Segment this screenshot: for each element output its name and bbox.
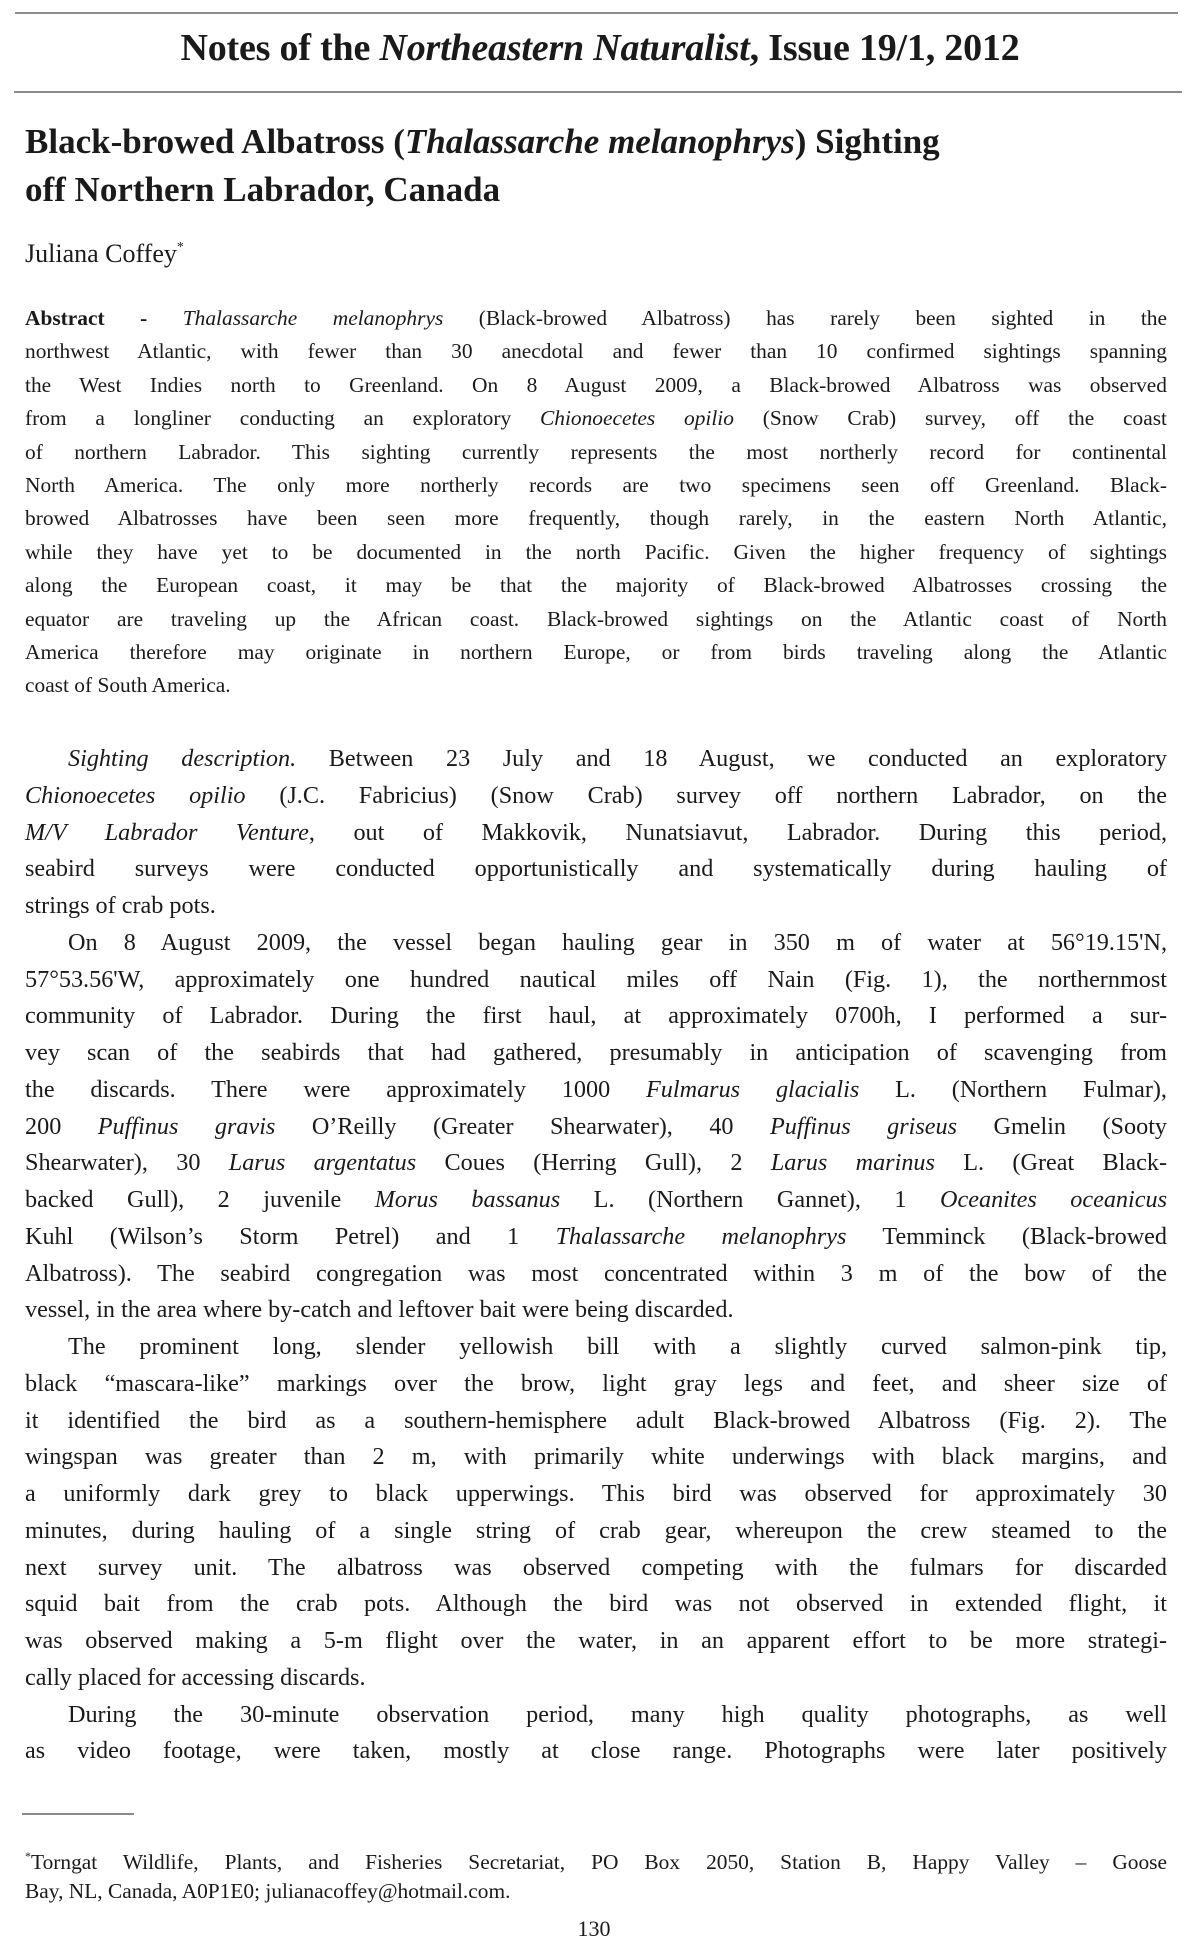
text-segment: equator are traveling up the African coast. Black-browed sightings on the Atlantic coast of North	[25, 606, 1167, 631]
abstract-line	[25, 502, 1167, 535]
text-segment: Temminck (Black-browed	[846, 1222, 1167, 1250]
text-segment: along the European coast, it may be that the majority of Black-browed Albatrosses crossing the	[25, 573, 1167, 598]
italic-text: Sighting description.	[68, 745, 297, 772]
text-segment: Kuhl (Wilson’s Storm Petrel) and 1	[25, 1222, 556, 1250]
body-paragraph	[25, 1329, 1167, 1697]
body-paragraph	[25, 1697, 1167, 1771]
article-title	[25, 118, 1175, 214]
article-body	[25, 741, 1167, 1770]
text-segment: (Black-browed Albatross) has rarely been sighted in the	[443, 306, 1167, 330]
footnote-rule	[22, 1813, 134, 1815]
body-paragraph	[25, 925, 1167, 1329]
text-segment: North America. The only more northerly records are two specimens seen off Greenland. Black-	[25, 472, 1167, 497]
body-line	[25, 1697, 1167, 1734]
italic-text: Thalassarche melanophrys	[182, 306, 444, 330]
text-segment: Gmelin (Sooty	[957, 1112, 1168, 1140]
body-line	[25, 1366, 1167, 1403]
text-segment: seabird surveys were conducted opportunistically and systematically during hauling of	[25, 855, 1167, 883]
body-line	[25, 1623, 1167, 1660]
text-segment: the discards. There were approximately 1000	[25, 1075, 647, 1103]
body-line	[25, 1219, 1167, 1256]
title-line-2: off Northern Labrador, Canada	[25, 170, 501, 209]
text-segment: 200	[25, 1112, 98, 1140]
text-segment: , out of Makkovik, Nunatsiavut, Labrador. During this period,	[308, 818, 1167, 846]
body-line	[25, 741, 1167, 778]
text-segment: the West Indies north to Greenland. On 8 August 2009, a Black-browed Albatross was observed	[25, 372, 1167, 397]
author-footnote-mark: *	[176, 240, 184, 255]
text-segment: squid bait from the crab pots. Although the bird was not observed in extended flight, it	[25, 1590, 1167, 1618]
text-segment: of northern Labrador. This sighting currently represents the most northerly record for continental	[25, 439, 1167, 464]
body-line	[25, 1403, 1167, 1440]
body-line	[25, 1145, 1167, 1182]
body-line	[25, 1182, 1167, 1219]
abstract-line	[25, 369, 1167, 402]
text-segment: next survey unit. The albatross was observed competing with the fulmars for discarded	[25, 1553, 1167, 1581]
title-part-2: ) Sighting	[794, 122, 940, 161]
italic-text: Chionoecetes opilio	[25, 781, 246, 809]
text-segment: The prominent long, slender yellowish bill with a slightly curved salmon-pink tip,	[68, 1333, 1167, 1360]
body-line	[25, 1586, 1167, 1623]
text-segment: O’Reilly (Greater Shearwater), 40	[275, 1112, 770, 1140]
text-segment: Between 23 July and 18 August, we conducted an exploratory	[296, 745, 1167, 772]
text-segment: northwest Atlantic, with fewer than 30 anecdotal and fewer than 10 confirmed sightings spanning	[25, 339, 1167, 364]
body-line	[25, 1733, 1167, 1770]
running-head-prefix: Notes of the	[180, 27, 380, 69]
body-line	[25, 1109, 1167, 1146]
journal-name: Northeastern Naturalist	[379, 27, 750, 69]
body-line	[25, 998, 1167, 1035]
abstract-line	[25, 603, 1167, 636]
body-line	[25, 1072, 1167, 1109]
body-line	[25, 1513, 1167, 1550]
footnote-text: Bay, NL, Canada, A0P1E0; julianacoffey@hotmail.com.	[25, 1879, 511, 1903]
footnote	[25, 1839, 1167, 1909]
body-line	[25, 1035, 1167, 1072]
text-segment: minutes, during hauling of a single string of crab gear, whereupon the crew steamed to the	[25, 1516, 1167, 1544]
abstract-line	[25, 636, 1167, 669]
italic-text: Chionoecetes opilio	[539, 406, 734, 431]
footnote-line	[25, 1874, 1167, 1909]
body-line	[25, 925, 1167, 962]
abstract-line	[25, 536, 1167, 569]
abstract-line	[25, 302, 1167, 335]
author-line	[25, 232, 184, 270]
body-line	[25, 815, 1167, 852]
body-line	[25, 851, 1167, 888]
header-rule-bottom	[14, 91, 1182, 93]
text-segment: Coues (Herring Gull), 2	[416, 1149, 771, 1177]
text-segment: as video footage, were taken, mostly at close range. Photographs were later positively	[25, 1737, 1167, 1765]
footnote-text: Torngat Wildlife, Plants, and Fisheries Secretariat, PO Box 2050, Station B, Happy Valley – Goose	[31, 1850, 1167, 1874]
italic-text: Oceanites oceanicus	[940, 1186, 1167, 1213]
italic-text: M/V Labrador Venture	[25, 818, 309, 846]
italic-text: Morus bassanus	[374, 1186, 561, 1213]
abstract-line	[25, 469, 1167, 502]
body-line	[25, 1292, 1167, 1329]
text-segment: from a longliner conducting an exploratory	[25, 406, 540, 431]
abstract	[25, 302, 1167, 703]
text-segment: On 8 August 2009, the vessel began hauling gear in 350 m of water at 56°19.15'N,	[68, 928, 1167, 956]
abstract-line	[25, 669, 1167, 702]
text-segment: During the 30-minute observation period, many high quality photographs, as well	[68, 1700, 1167, 1728]
footnote-line	[25, 1839, 1167, 1874]
body-line	[25, 1256, 1167, 1293]
text-segment: L. (Great Black-	[934, 1149, 1168, 1177]
text-segment: L. (Northern Fulmar),	[859, 1075, 1167, 1103]
text-segment: Shearwater), 30	[25, 1149, 229, 1177]
body-line	[25, 1550, 1167, 1587]
body-paragraph	[25, 741, 1167, 925]
body-line	[25, 778, 1167, 815]
italic-text: Larus argentatus	[228, 1149, 417, 1177]
abstract-line	[25, 436, 1167, 469]
body-line	[25, 1660, 1167, 1697]
body-line	[25, 1439, 1167, 1476]
text-segment: was observed making a 5-m flight over the water, in an apparent effort to be more strategi-	[25, 1627, 1167, 1654]
text-segment: 57°53.56'W, approximately one hundred nautical miles off Nain (Fig. 1), the northernmost	[25, 965, 1167, 993]
body-line	[25, 1329, 1167, 1366]
body-line	[25, 888, 1167, 925]
text-segment: while they have yet to be documented in the north Pacific. Given the higher frequency of sightings	[25, 539, 1167, 564]
text-segment: strings of crab pots.	[25, 892, 216, 919]
abstract-line	[25, 569, 1167, 602]
text-segment: wingspan was greater than 2 m, with primarily white underwings with black margins, and	[25, 1443, 1167, 1471]
text-segment: a uniformly dark grey to black upperwings. This bird was observed for approximately 30	[25, 1480, 1167, 1507]
italic-text: Thalassarche melanophrys	[555, 1222, 847, 1250]
text-segment: America therefore may originate in northern Europe, or from birds traveling along the Atlantic	[25, 639, 1167, 664]
abstract-line	[25, 402, 1167, 435]
text-segment: browed Albatrosses have been seen more frequently, though rarely, in the eastern North Atlantic,	[25, 506, 1167, 531]
italic-text: Fulmarus glacialis	[646, 1075, 860, 1103]
text-segment: black “mascara-like” markings over the brow, light gray legs and feet, and sheer size of	[25, 1369, 1167, 1397]
abstract-line	[25, 335, 1167, 368]
text-segment: L. (Northern Gannet), 1	[560, 1186, 941, 1213]
italic-text: Puffinus griseus	[770, 1112, 957, 1140]
text-segment: vessel, in the area where by-catch and leftover bait were being discarded.	[25, 1296, 734, 1324]
bold-label: Abstract -	[25, 306, 183, 330]
footnote-mark: *	[25, 1849, 31, 1863]
body-line	[25, 962, 1167, 999]
body-line	[25, 1476, 1167, 1513]
header-rule-top	[15, 12, 1178, 14]
title-part-1: Black-browed Albatross (	[25, 122, 405, 161]
author-name: Juliana Coffey	[25, 239, 177, 268]
italic-text: Puffinus gravis	[97, 1112, 276, 1140]
text-segment: coast of South America.	[25, 673, 231, 698]
text-segment: (Snow Crab) survey, off the coast	[733, 406, 1167, 431]
text-segment: Albatross). The seabird congregation was most concentrated within 3 m of the bow of the	[25, 1259, 1167, 1287]
text-segment: backed Gull), 2 juvenile	[25, 1186, 375, 1213]
running-head	[0, 24, 1200, 72]
page-number: 130	[577, 1916, 611, 1941]
italic-text: Larus marinus	[770, 1149, 935, 1177]
text-segment: cally placed for accessing discards.	[25, 1663, 366, 1691]
text-segment: community of Labrador. During the first haul, at approximately 0700h, I performed a sur-	[25, 1002, 1167, 1030]
title-species: Thalassarche melanophrys	[404, 122, 795, 161]
running-head-issue: , Issue 19/1, 2012	[749, 27, 1020, 69]
text-segment: vey scan of the seabirds that had gathered, presumably in anticipation of scavenging from	[25, 1039, 1167, 1066]
text-segment: it identified the bird as a southern-hemisphere adult Black-browed Albatross (Fig. 2). The	[25, 1406, 1167, 1434]
text-segment: (J.C. Fabricius) (Snow Crab) survey off northern Labrador, on the	[245, 781, 1167, 809]
